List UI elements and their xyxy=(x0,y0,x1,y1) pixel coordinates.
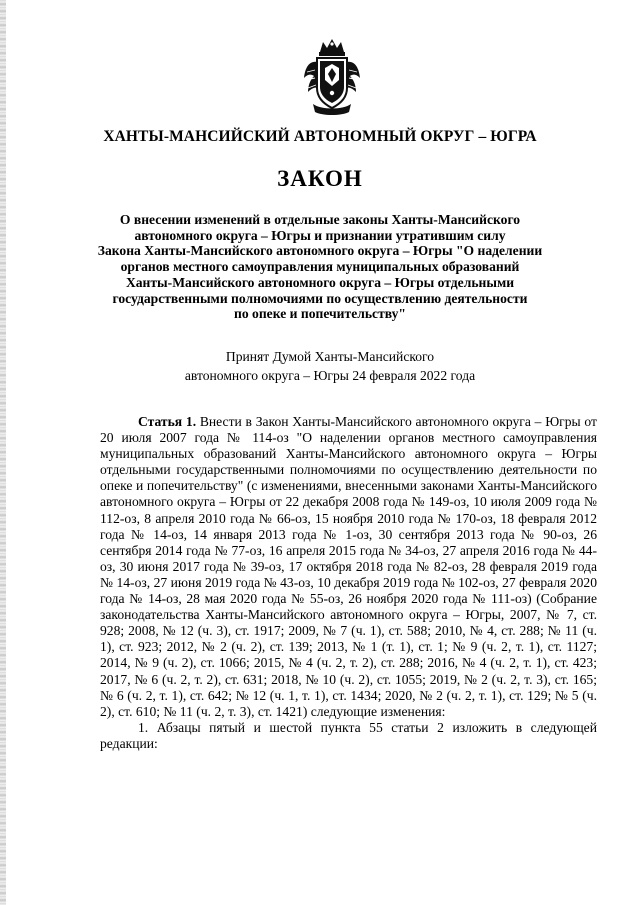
article-1-item-1: 1. Абзацы пятый и шестой пункта 55 статьи 2 изложить в следующей редакции: xyxy=(100,719,597,751)
law-title-line: Ханты-Мансийского автономного округа – Югры отдельными xyxy=(125,274,515,290)
law-title xyxy=(90,212,550,322)
law-title-line: по опеке и попечительству" xyxy=(234,306,406,322)
article-1-text: Внести в Закон Ханты-Мансийского автономного округа – Югры от 20 июля 2007 года № 114-оз "О наделении органов местного самоуправления муниципальных образований Ханты-Мансийского автономного округа – Югры отдельными государственными полномочиями по осуществлению деятельности по опеке и попечительству" (с изменениями, внесенными законами Ханты-Мансийского автономного округа – Югры от 22 декабря 2008 года № 149-оз, 10 июля 2009 года № 112-оз, 8 апреля 2010 года № 66-оз, 15 ноября 2010 года № 170-оз, 18 февраля 2012 года № 14-оз, 14 января 2013 года № 1-оз, 30 сентября 2013 года № 90-оз, 26 сентября 2014 года № 77-оз, 16 апреля 2015 года № 34-оз, 27 апреля 2016 года № 44-оз, 30 июня 2017 года № 39-оз, 17 октября 2018 года № 82-оз, 28 февраля 2019 года № 14-оз, 27 июня 2019 года № 43-оз, 10 декабря 2019 года № 102-оз, 27 февраля 2020 года № 14-оз, 28 мая 2020 года № 55-оз, 26 ноября 2020 года № 111-оз) (Собрание законодательства Ханты-Мансийского автономного округа – Югры, 2007, № 7, ст. 928; 2008, № 12 (ч. 3), ст. 1917; 2009, № 7 (ч. 1), ст. 588; 2010, № 4, ст. 288; № 11 (ч. 1), ст. 923; 2012, № 2 (ч. 2), ст. 139; 2013, № 1 (т. 1), ст. 1; № 9 (ч. 2, т. 1), ст. 1127; 2014, № 9 (ч. 2), ст. 1066; 2015, № 4 (ч. 2, т. 2), ст. 288; 2016, № 4 (ч. 2, т. 1), ст. 423; 2017, № 6 (ч. 2, т. 2), ст. 631; 2018, № 10 (ч. 2), ст. 1055; 2019, № 2 (ч. 2, т. 3), ст. 165; № 6 (ч. 2, т. 1), ст. 642; № 12 (ч. 1, т. 1), ст. 1434; 2020, № 2 (ч. 2, т. 1), ст. 129; № 5 (ч. 2), ст. 610; № 11 (ч. 2, т. 3), ст. 1421) следующие изменения: xyxy=(100,414,597,719)
law-title-line: О внесении изменений в отдельные законы Ханты-Мансийского xyxy=(119,212,521,227)
article-1-paragraph xyxy=(100,414,597,720)
coat-of-arms-emblem-icon xyxy=(303,38,361,116)
law-title-line: государственными полномочиями по осуществлению деятельности xyxy=(112,290,528,306)
law-title-line: автономного округа – Югры и признании утратившим силу xyxy=(134,227,506,243)
adoption-line: Принят Думой Ханты-Мансийского xyxy=(225,349,435,364)
law-title-line: Закона Ханты-Мансийского автономного округа – Югры "О наделении xyxy=(97,243,543,259)
region-name: ХАНТЫ-МАНСИЙСКИЙ АВТОНОМНЫЙ ОКРУГ – ЮГРА xyxy=(103,128,537,145)
adoption-note xyxy=(130,348,530,385)
article-1-label: Статья 1. xyxy=(138,414,197,429)
law-title-line: органов местного самоуправления муниципальных образований xyxy=(120,259,520,275)
adoption-line: автономного округа – Югры 24 февраля 2022 года xyxy=(184,367,476,383)
law-body xyxy=(100,414,597,752)
document-type: ЗАКОН xyxy=(277,166,363,191)
